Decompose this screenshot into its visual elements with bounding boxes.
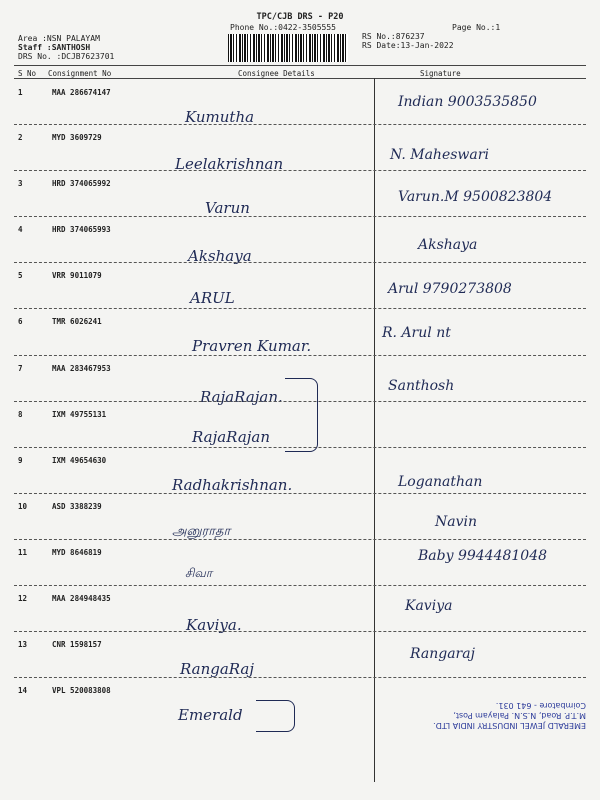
row-consignment: VPL 520083808 — [52, 686, 111, 695]
table-row — [0, 82, 600, 128]
row-consignment: CNR 1598157 — [52, 640, 102, 649]
row-divider — [14, 631, 586, 632]
consignee-name: Kaviya. — [186, 616, 242, 634]
consignee-name: சிவா — [185, 566, 213, 580]
handwritten-bracket — [256, 700, 295, 732]
signature: Rangaraj — [410, 646, 475, 662]
consignee-name: Akshaya — [188, 247, 252, 265]
phone-number: Phone No.:0422-3505555 — [230, 23, 336, 32]
table-row — [0, 634, 600, 680]
consignee-name: ARUL — [190, 289, 235, 307]
header-divider — [14, 65, 586, 66]
row-consignment: IXM 49654630 — [52, 456, 107, 465]
row-consignment: MAA 286674147 — [52, 88, 111, 97]
row-divider — [14, 308, 586, 309]
signature: Baby 9944481048 — [418, 548, 548, 564]
row-sno: 13 — [18, 640, 28, 649]
consignee-name: Emerald — [178, 706, 243, 724]
row-divider — [14, 493, 586, 494]
signature: Kaviya — [405, 598, 453, 614]
row-sno: 8 — [18, 410, 23, 419]
column-signature: Signature — [420, 69, 461, 78]
row-divider — [14, 124, 586, 125]
row-divider — [14, 585, 586, 586]
row-divider — [14, 262, 586, 263]
staff-label: Staff :SANTHOSH — [18, 43, 91, 52]
signature: Navin — [435, 514, 477, 530]
signature: Akshaya — [418, 237, 478, 253]
row-consignment: ASD 3388239 — [52, 502, 102, 511]
row-consignment: MAA 284948435 — [52, 594, 111, 603]
row-sno: 11 — [18, 548, 28, 557]
consignee-name: Varun — [205, 199, 250, 217]
row-sno: 6 — [18, 317, 23, 326]
signature: R. Arul nt — [382, 325, 451, 341]
row-consignment: IXM 49755131 — [52, 410, 107, 419]
row-consignment: TMR 6026241 — [52, 317, 102, 326]
table-row — [0, 542, 600, 588]
row-divider — [14, 170, 586, 171]
signature: Loganathan — [398, 474, 483, 490]
signature: Arul 9790273808 — [388, 281, 512, 297]
row-divider — [14, 447, 586, 448]
row-divider — [14, 216, 586, 217]
drs-number: DRS No. :DCJB7623701 — [18, 52, 115, 61]
stamp-line: Coimbatore - 641 031. — [495, 701, 586, 710]
table-row — [0, 265, 600, 311]
consignee-name: RajaRajan. — [200, 388, 283, 406]
row-sno: 4 — [18, 225, 23, 234]
signature: Santhosh — [388, 378, 455, 394]
consignee-name: Radhakrishnan. — [172, 476, 293, 494]
row-divider — [14, 677, 586, 678]
consignee-name: அனுராதா — [172, 524, 231, 539]
row-consignment: HRD 374065993 — [52, 225, 111, 234]
table-row — [0, 173, 600, 219]
row-divider — [14, 539, 586, 540]
signature: Varun.M 9500823804 — [398, 189, 553, 205]
stamp-line: EMERALD JEWEL INDUSTRY INDIA LTD. — [433, 721, 586, 730]
row-consignment: MYD 8646819 — [52, 548, 102, 557]
consignee-name: RajaRajan — [192, 428, 271, 446]
consignee-name: Kumutha — [185, 108, 255, 126]
stamp-line: M.T.P. Road, N.S.N. Palayam Post, — [453, 711, 586, 720]
row-sno: 3 — [18, 179, 23, 188]
column-consignment: Consignment No — [48, 69, 112, 78]
barcode-image — [228, 34, 348, 62]
row-sno: 14 — [18, 686, 28, 695]
rs-date: RS Date:13-Jan-2022 — [362, 41, 454, 50]
row-consignment: HRD 374065992 — [52, 179, 111, 188]
consignee-name: RangaRaj — [180, 660, 255, 678]
row-sno: 5 — [18, 271, 23, 280]
area-label: Area :NSN PALAYAM — [18, 34, 100, 43]
row-consignment: MAA 283467953 — [52, 364, 111, 373]
table-row — [0, 588, 600, 634]
table-row — [0, 311, 600, 357]
consignee-name: Pravren Kumar. — [192, 337, 312, 355]
row-sno: 10 — [18, 502, 28, 511]
column-consignee: Consignee Details — [238, 69, 315, 78]
page-number: Page No.:1 — [452, 23, 501, 32]
company-stamp — [376, 700, 586, 730]
row-sno: 9 — [18, 456, 23, 465]
table-row — [0, 219, 600, 265]
column-sno: S No — [18, 69, 37, 78]
column-header-divider — [14, 78, 586, 79]
signature: N. Maheswari — [390, 147, 489, 163]
signature: Indian 9003535850 — [398, 94, 537, 110]
row-sno: 1 — [18, 88, 23, 97]
rs-number: RS No.:876237 — [362, 32, 425, 41]
row-sno: 2 — [18, 133, 23, 142]
row-sno: 7 — [18, 364, 23, 373]
row-consignment: MYD 3609729 — [52, 133, 102, 142]
table-row — [0, 450, 600, 496]
document-title: TPC/CJB DRS - P20 — [256, 12, 344, 22]
row-consignment: VRR 9011079 — [52, 271, 102, 280]
row-sno: 12 — [18, 594, 28, 603]
table-row — [0, 496, 600, 542]
row-divider — [14, 355, 586, 356]
handwritten-bracket — [285, 378, 318, 452]
consignee-name: Leelakrishnan — [175, 155, 284, 173]
table-row — [0, 127, 600, 173]
